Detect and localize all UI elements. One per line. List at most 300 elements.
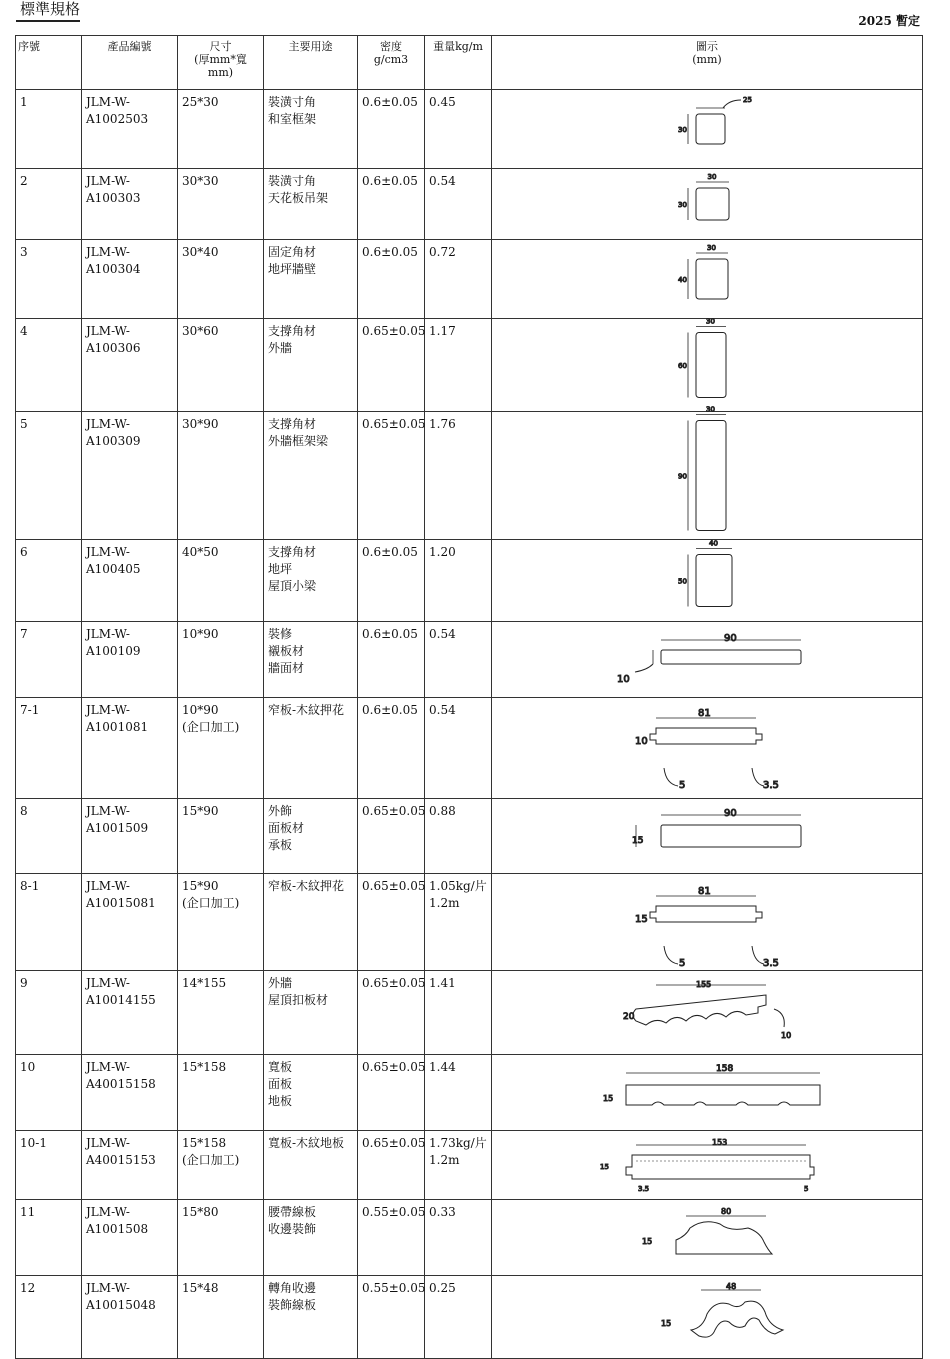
row-seq: 5 [16,412,82,540]
table-row [16,240,923,319]
dimension-label: 90 [724,633,737,644]
table-row [16,1131,923,1200]
row-usage-line: 窄板-木紋押花 [268,703,345,717]
row-usage-line: 屋頂扣板材 [268,993,329,1007]
table-row [16,1200,923,1276]
row-weight-line: 0.54 [429,174,456,188]
row-figure [492,698,923,799]
row-seq: 6 [16,540,82,622]
col-figure-line: (mm) [692,53,722,66]
row-usage-line: 腰帶線板 [268,1205,317,1219]
row-code-line: JLM-W- [86,95,130,109]
row-figure [492,971,923,1055]
row-density: 0.55±0.05 [358,1200,425,1276]
row-usage-line: 屋頂小梁 [268,579,317,593]
row-usage [264,1200,358,1276]
row-code-line: A40015153 [86,1153,156,1167]
row-usage-line: 地坪牆壁 [268,262,317,276]
row-size [178,412,264,540]
dimension-label: 15 [635,914,648,925]
dimension-label: 155 [696,980,712,989]
row-weight [425,698,492,799]
row-density: 0.65±0.05 [358,319,425,412]
dimension-label: 10 [617,674,630,685]
row-code [82,540,178,622]
row-code [82,90,178,169]
row-code [82,698,178,799]
dimension-label: 15 [603,1094,614,1103]
row-usage-line: 裝修 [268,627,293,641]
table-row [16,169,923,240]
row-code [82,1055,178,1131]
row-size [178,169,264,240]
table-row [16,971,923,1055]
dimension-label: 158 [716,1064,734,1074]
row-code-line: JLM-W- [86,1060,130,1074]
row-code-line: JLM-W- [86,1136,130,1150]
row-weight [425,622,492,698]
row-weight-line: 0.72 [429,245,456,259]
dimension-label: 48 [726,1282,737,1291]
row-seq: 7 [16,622,82,698]
page-title: 標準規格 [20,0,81,18]
profile-figure [496,803,926,869]
col-size-line: mm) [207,66,234,79]
col-density-line: g/cm3 [373,53,409,66]
dimension-label: 40 [709,539,718,548]
row-weight-line: 1.20 [429,545,456,559]
row-size-line: 30*30 [182,174,219,188]
row-size-line: 15*158 [182,1136,227,1150]
row-seq: 9 [16,971,82,1055]
dimension-label: 90 [678,472,687,481]
row-usage-line: 和室框架 [268,112,317,126]
row-figure [492,90,923,169]
profile-figure [496,244,926,314]
row-code-line: A10015081 [86,896,156,910]
dimension-label: 30 [678,126,687,134]
row-usage-line: 固定角材 [268,245,317,259]
profile-figure [496,94,926,164]
row-weight [425,240,492,319]
row-figure [492,874,923,971]
dimension-label: 30 [706,405,715,414]
row-density: 0.6±0.05 [358,698,425,799]
row-code-line: A10015048 [86,1298,156,1312]
row-size-line: 14*155 [182,976,227,990]
row-size [178,1200,264,1276]
row-figure [492,169,923,240]
profile-drawing [678,244,728,299]
profile-drawing [678,406,726,531]
row-weight [425,799,492,874]
row-weight-line: 1.41 [429,976,456,990]
profile-figure [496,1059,926,1126]
row-size-line: 15*90 [182,804,219,818]
profile-figure [496,626,926,693]
dimension-label: 50 [678,577,687,586]
profile-figure [496,539,926,617]
row-code-line: A100309 [86,434,141,448]
row-size [178,622,264,698]
row-code-line: JLM-W- [86,1281,130,1295]
row-figure [492,622,923,698]
row-weight [425,971,492,1055]
row-code-line: A100306 [86,341,141,355]
row-code-line: A1002503 [86,112,149,126]
row-code [82,319,178,412]
row-seq: 4 [16,319,82,412]
row-code-line: A40015158 [86,1077,156,1091]
row-usage-line: 牆面材 [268,661,305,675]
row-code-line: A1001509 [86,821,149,835]
row-code-line: A100303 [86,191,141,205]
dimension-label: 30 [678,201,687,209]
row-code-line: JLM-W- [86,324,130,338]
dimension-label: 60 [678,362,687,370]
profile-drawing [603,1064,820,1105]
row-usage-line: 寬板-木紋地板 [268,1136,345,1150]
row-size [178,698,264,799]
row-seq: 7-1 [16,698,82,799]
row-code-line: JLM-W- [86,1205,130,1219]
row-usage [264,971,358,1055]
row-seq: 11 [16,1200,82,1276]
row-code [82,971,178,1055]
row-seq: 8 [16,799,82,874]
row-usage [264,90,358,169]
row-density: 0.55±0.05 [358,1276,425,1359]
profile-figure [496,405,926,535]
row-code [82,874,178,971]
row-usage [264,799,358,874]
col-size-line: (厚mm*寬 [194,53,247,66]
dimension-label: 15 [600,1163,609,1171]
row-code [82,622,178,698]
col-size-line: 尺寸 [209,40,232,53]
row-weight [425,1055,492,1131]
row-size-line: 30*40 [182,245,219,259]
row-size-line: 10*90 [182,703,219,717]
row-weight [425,1200,492,1276]
row-weight-line: 0.25 [429,1281,456,1295]
row-usage-line: 支撐角材 [268,324,317,338]
row-code [82,169,178,240]
dimension-label: 3.5 [763,780,779,791]
table-row [16,90,923,169]
row-code-line: JLM-W- [86,245,130,259]
row-size-line: 15*158 [182,1060,227,1074]
profile-drawing [600,1138,814,1193]
profile-drawing [635,708,779,791]
row-usage-line: 外牆框架梁 [268,434,329,448]
profile-figure [496,317,926,407]
col-figure-line: 圖示 [696,40,718,53]
dimension-label: 153 [712,1138,728,1147]
row-usage-line: 轉角收邊 [268,1281,317,1295]
row-usage-line: 收邊裝飾 [268,1222,317,1236]
profile-figure [496,173,926,235]
row-weight-line: 1.2m [429,1153,460,1167]
row-weight [425,1276,492,1359]
row-size-line: 40*50 [182,545,219,559]
row-density: 0.6±0.05 [358,240,425,319]
row-size [178,90,264,169]
row-density: 0.65±0.05 [358,412,425,540]
col-usage: 主要用途 [264,36,358,90]
row-size [178,1055,264,1131]
row-figure [492,540,923,622]
profile-figure [496,1135,926,1195]
row-size [178,319,264,412]
row-density: 0.6±0.05 [358,169,425,240]
row-usage-line: 面板材 [268,821,305,835]
row-usage-line: 外牆 [268,341,293,355]
row-seq: 2 [16,169,82,240]
row-density: 0.6±0.05 [358,622,425,698]
table-row [16,698,923,799]
row-usage [264,874,358,971]
table-row [16,874,923,971]
row-figure [492,1055,923,1131]
profile-drawing [678,318,726,398]
row-code-line: A100109 [86,644,141,658]
row-code [82,1276,178,1359]
row-density: 0.65±0.05 [358,1131,425,1200]
row-weight-line: 1.76 [429,417,456,431]
row-seq: 10-1 [16,1131,82,1200]
dimension-label: 25 [743,96,752,104]
profile-drawing [617,633,801,685]
row-figure [492,1200,923,1276]
profile-figure [496,975,926,1050]
row-figure [492,1131,923,1200]
table-row [16,799,923,874]
row-code [82,799,178,874]
dimension-label: 10 [781,1031,792,1040]
row-weight-line: 0.54 [429,627,456,641]
row-weight-line: 0.88 [429,804,456,818]
row-weight-line: 0.45 [429,95,456,109]
table-row [16,319,923,412]
dimension-label: 81 [698,708,711,719]
row-weight [425,874,492,971]
dimension-label: 15 [632,836,644,846]
dimension-label: 5 [804,1185,809,1193]
row-weight-line: 1.2m [429,896,460,910]
table-row [16,1055,923,1131]
row-code-line: A1001508 [86,1222,149,1236]
table-row [16,412,923,540]
row-usage-line: 地坪 [268,562,293,576]
row-density: 0.6±0.05 [358,90,425,169]
row-code-line: A1001081 [86,720,149,734]
row-usage [264,169,358,240]
row-code-line: JLM-W- [86,545,130,559]
row-size [178,540,264,622]
dimension-label: 30 [706,317,715,326]
row-density: 0.6±0.05 [358,540,425,622]
table-row [16,622,923,698]
row-size [178,799,264,874]
profile-drawing [678,173,729,220]
col-size [178,36,264,90]
dimension-label: 30 [707,173,717,181]
row-weight-line: 1.73kg/片 [429,1136,487,1150]
row-usage [264,1131,358,1200]
row-weight-line: 0.33 [429,1205,456,1219]
profile-drawing [635,886,779,969]
row-usage [264,622,358,698]
row-code [82,240,178,319]
row-usage-line: 支撐角材 [268,417,317,431]
row-size-line: (企口加工) [182,720,240,734]
row-size [178,874,264,971]
profile-drawing [623,980,791,1040]
row-weight [425,169,492,240]
col-figure [492,36,923,90]
row-code-line: JLM-W- [86,703,130,717]
row-code-line: A100304 [86,262,141,276]
col-density [358,36,425,90]
row-density: 0.65±0.05 [358,799,425,874]
dimension-label: 10 [635,736,648,747]
row-seq: 3 [16,240,82,319]
dimension-label: 5 [679,780,686,791]
row-usage-line: 天花板吊架 [268,191,329,205]
dimension-label: 15 [642,1237,653,1246]
dimension-label: 80 [721,1207,732,1216]
row-seq: 1 [16,90,82,169]
row-weight [425,319,492,412]
row-size [178,1131,264,1200]
dimension-label: 3.5 [638,1185,650,1193]
row-size-line: (企口加工) [182,1153,240,1167]
row-code-line: A10014155 [86,993,156,1007]
dimension-label: 40 [678,276,687,284]
row-usage [264,540,358,622]
col-density-line: 密度 [380,40,402,53]
dimension-label: 15 [661,1319,672,1328]
row-weight [425,1131,492,1200]
row-size [178,971,264,1055]
row-code-line: JLM-W- [86,174,130,188]
profile-drawing [642,1207,772,1254]
profile-figure [496,1280,926,1354]
profile-figure [496,878,926,969]
profile-drawing [632,808,801,847]
row-code [82,1131,178,1200]
dimension-label: 5 [679,958,686,969]
row-code [82,412,178,540]
row-size-line: 25*30 [182,95,219,109]
row-usage-line: 裝潢寸角 [268,174,317,188]
row-size-line: 15*80 [182,1205,219,1219]
row-usage [264,319,358,412]
dimension-label: 3.5 [763,958,779,969]
profile-drawing [678,96,752,144]
row-figure [492,799,923,874]
col-weight: 重量kg/m [425,36,492,90]
row-density: 0.65±0.05 [358,1055,425,1131]
row-usage-line: 面板 [268,1077,293,1091]
row-code-line: JLM-W- [86,627,130,641]
spec-table [15,35,923,1359]
row-usage [264,1276,358,1359]
row-code-line: JLM-W- [86,804,130,818]
row-usage-line: 外飾 [268,804,293,818]
row-figure [492,319,923,412]
dimension-label: 90 [724,808,737,819]
row-usage-line: 襯板材 [268,644,305,658]
row-usage-line: 寬板 [268,1060,293,1074]
table-row [16,1276,923,1359]
row-usage-line: 支撐角材 [268,545,317,559]
version-label: 2025 暫定 [858,14,920,28]
dimension-label: 30 [707,244,716,252]
row-weight-line: 0.54 [429,703,456,717]
row-weight [425,540,492,622]
row-size [178,1276,264,1359]
header-row [16,36,923,90]
row-weight-line: 1.05kg/片 [429,879,487,893]
row-weight [425,412,492,540]
row-size [178,240,264,319]
row-size-line: 10*90 [182,627,219,641]
table-row [16,540,923,622]
row-usage-line: 裝潢寸角 [268,95,317,109]
row-size-line: 15*90 [182,879,219,893]
row-code-line: JLM-W- [86,976,130,990]
profile-figure [496,1204,926,1271]
row-density: 0.65±0.05 [358,971,425,1055]
profile-drawing [661,1282,783,1337]
row-code-line: JLM-W- [86,879,130,893]
row-size-line: 15*48 [182,1281,219,1295]
row-weight [425,90,492,169]
row-usage-line: 窄板-木紋押花 [268,879,345,893]
dimension-label: 81 [698,886,711,897]
col-code: 產品編號 [82,36,178,90]
row-code [82,1200,178,1276]
row-size-line: 30*60 [182,324,219,338]
row-weight-line: 1.17 [429,324,456,338]
row-weight-line: 1.44 [429,1060,456,1074]
row-usage [264,1055,358,1131]
dimension-label: 20 [623,1012,635,1022]
row-code-line: A100405 [86,562,141,576]
profile-figure [496,702,926,794]
row-code-line: JLM-W- [86,417,130,431]
row-usage-line: 裝飾線板 [268,1298,317,1312]
row-usage [264,698,358,799]
row-usage-line: 地板 [268,1094,293,1108]
row-usage [264,412,358,540]
row-seq: 12 [16,1276,82,1359]
row-figure [492,240,923,319]
row-density: 0.65±0.05 [358,874,425,971]
row-figure [492,1276,923,1359]
row-usage-line: 外牆 [268,976,293,990]
col-seq: 序號 [16,36,82,90]
row-seq: 10 [16,1055,82,1131]
profile-drawing [678,540,732,607]
row-seq: 8-1 [16,874,82,971]
row-usage [264,240,358,319]
row-figure [492,405,923,540]
row-size-line: (企口加工) [182,896,240,910]
row-size-line: 30*90 [182,417,219,431]
